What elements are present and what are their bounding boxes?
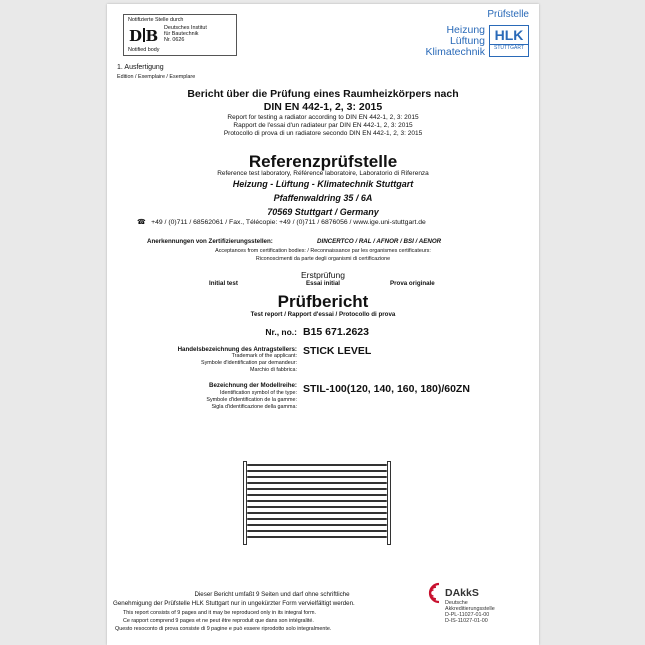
edition-main: 1. Ausfertigung bbox=[117, 64, 164, 71]
radiator-left-post bbox=[243, 461, 247, 545]
lab-name: Heizung - Lüftung - Klimatechnik Stuttgart bbox=[232, 179, 414, 189]
radiator-rail bbox=[247, 524, 387, 526]
radiator-rail bbox=[247, 500, 387, 502]
trade-fr: Symbole d'identification par demandeur: bbox=[200, 360, 297, 366]
report-norm: DIN EN 442-1, 2, 3: 2015 bbox=[263, 101, 383, 113]
hlk-box-text: HLK bbox=[494, 27, 524, 43]
dibt-logo: D B bbox=[129, 27, 158, 45]
notified-body-box bbox=[123, 14, 237, 56]
radiator-rail bbox=[247, 476, 387, 478]
radiator-rail bbox=[247, 488, 387, 490]
dakks-l1: Deutsche bbox=[445, 600, 468, 606]
test-type-erst: Erstprüfung bbox=[301, 270, 345, 280]
lab-city: 70569 Stuttgart / Germany bbox=[267, 207, 379, 217]
trade-value: STICK LEVEL bbox=[303, 345, 372, 357]
radiator-rail bbox=[247, 464, 387, 466]
radiator-rail bbox=[247, 494, 387, 496]
model-label: Bezeichnung der Modellreihe: bbox=[208, 382, 297, 389]
dakks-l2: Akkreditierungsstelle bbox=[445, 606, 495, 612]
radiator-rail bbox=[247, 518, 387, 520]
dakks-l4: D-IS-11027-01-00 bbox=[445, 618, 488, 624]
notified-line-2: Deutsches Institut bbox=[164, 25, 207, 31]
report-title: Bericht über die Prüfung eines Raumheizkörpers nach bbox=[187, 88, 459, 100]
hlk-box bbox=[489, 25, 529, 57]
notified-line-5: Notified body bbox=[128, 47, 160, 53]
hlk-lines bbox=[425, 25, 485, 58]
radiator-drawing bbox=[243, 461, 391, 545]
report-title-fr: Rapport de l'essai d'un radiateur par DIN EN 442-1, 2, 3: 2015 bbox=[233, 122, 413, 129]
lab-contact: +49 / (0)711 / 68562061 / Fax., Télécopie: +49 / (0)711 / 6876056 / www.ige.uni-stuttgart.de bbox=[151, 219, 426, 226]
hlk-klimatechnik: Klimatechnik bbox=[425, 46, 485, 58]
radiator-rail bbox=[247, 530, 387, 532]
trade-en: Trademark of the applicant: bbox=[231, 353, 297, 359]
phone-icon: ☎ bbox=[137, 219, 146, 226]
trade-it: Marchio di fabbrica: bbox=[249, 367, 297, 373]
model-it: Sigla d'identificazione della gamma: bbox=[211, 404, 297, 410]
lab-sub: Reference test laboratory, Référence laboratoire, Laboratorio di Riferenza bbox=[217, 170, 429, 177]
trade-label: Handelsbezeichnung des Antragstellers: bbox=[177, 346, 297, 353]
test-type-essai: Essai initial bbox=[305, 280, 341, 287]
edition-sub: Edition / Exemplaire / Esemplare bbox=[117, 74, 196, 80]
footer-line-2: Genehmigung der Prüfstelle HLK Stuttgart nur in ungekürzter Form vervielfältigt werden. bbox=[113, 600, 355, 607]
footer-line-5: Questo resoconto di prova consiste di 9 pagine e può essere riprodotto solo integralmente. bbox=[115, 626, 332, 632]
pruefbericht-heading: Prüfbericht bbox=[277, 292, 369, 311]
dakks-logo bbox=[425, 578, 535, 634]
report-title-en: Report for testing a radiator according to DIN EN 442-1, 2, 3: 2015 bbox=[227, 114, 419, 121]
lab-street: Pfaffenwaldring 35 / 6A bbox=[273, 193, 373, 203]
hlk-box-sub: STUTTGART bbox=[490, 44, 528, 52]
footer-line-3: This report consists of 9 pages and it may be reproduced only in its integral form. bbox=[123, 610, 316, 616]
dakks-word: DAkkS bbox=[445, 587, 479, 599]
dakks-logo-icon bbox=[425, 582, 447, 604]
radiator-rail bbox=[247, 482, 387, 484]
radiator-rail bbox=[247, 470, 387, 472]
report-title-it: Protocollo di prova di un radiatore secondo DIN EN 442-1, 2, 3: 2015 bbox=[223, 130, 423, 137]
model-en: Identification symbol of the type: bbox=[219, 390, 297, 396]
model-fr: Symbole d'identification de la gamme: bbox=[206, 397, 297, 403]
footer-line-1: Dieser Bericht umfaßt 9 Seiten und darf ohne schriftliche bbox=[194, 591, 350, 598]
recognition-label: Anerkennungen von Zertifizierungsstellen: bbox=[147, 238, 273, 245]
radiator-rail bbox=[247, 536, 387, 538]
report-number-value: B15 671.2623 bbox=[303, 326, 369, 338]
hlk-logo bbox=[409, 9, 529, 69]
lab-heading: Referenzprüfstelle bbox=[248, 152, 398, 171]
hlk-heizung: Heizung bbox=[446, 24, 485, 36]
lab-contact-row bbox=[137, 219, 426, 227]
notified-line-3: für Bautechnik bbox=[164, 31, 199, 37]
radiator-rail bbox=[247, 512, 387, 514]
recognition-it: Riconoscimenti da parte degli organismi di certificazione bbox=[255, 256, 391, 262]
notified-line-1: Notifizierte Stelle durch bbox=[128, 17, 184, 23]
hlk-lueftung: Lüftung bbox=[449, 35, 485, 47]
report-number-label: Nr., no.: bbox=[265, 327, 297, 337]
test-type-initial: Initial test bbox=[209, 280, 238, 287]
document-page bbox=[107, 4, 539, 645]
dakks-l3: D-PL-11027-01-00 bbox=[445, 612, 490, 618]
notified-line-4: Nr. 0626 bbox=[164, 37, 185, 43]
radiator-right-post bbox=[387, 461, 391, 545]
dakks-details bbox=[445, 600, 495, 624]
recognition-bodies: DINCERTCO / RAL / AFNOR / BSI / AENOR bbox=[317, 238, 442, 245]
pruefbericht-sub: Test report / Rapport d'essai / Protocollo di prova bbox=[250, 311, 396, 318]
recognition-en-fr: Acceptances from certification bodies: / Reconnaissance par les organismes certificateurs: bbox=[215, 248, 431, 254]
model-value: STIL-100(120, 140, 160, 180)/60ZN bbox=[303, 383, 470, 395]
hlk-pruefstelle: Prüfstelle bbox=[487, 9, 529, 20]
footer-line-4: Ce rapport comprend 9 pages et ne peut être reproduit que dans son intégralité. bbox=[123, 618, 314, 624]
radiator-rail bbox=[247, 506, 387, 508]
test-type-prova: Prova originale bbox=[390, 280, 435, 287]
